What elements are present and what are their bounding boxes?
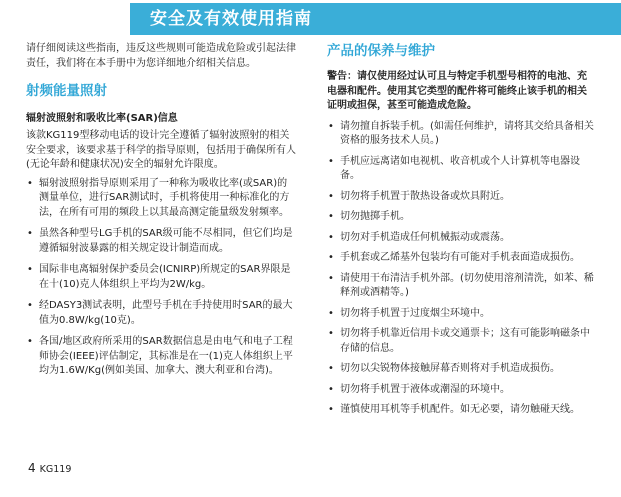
list-item: • 切勿对手机造成任何机械振动或震荡。 — [327, 231, 595, 246]
left-column — [26, 42, 296, 386]
sar-bullet-list — [26, 177, 296, 379]
bullet-icon: • — [328, 231, 334, 243]
bullet-icon: • — [328, 383, 334, 395]
list-item: • 经DASY3测试表明，此型号手机在手持使用时SAR的最大值为0.8W/kg(10克)。 — [27, 300, 293, 326]
bullet-icon: • — [328, 272, 334, 284]
list-item: • 手机套或乙烯基外包装均有可能对手机表面造成损伤。 — [327, 251, 595, 266]
model-name: KG119 — [39, 464, 72, 475]
care-bullet-list — [327, 120, 595, 418]
bullet-icon: • — [27, 228, 33, 239]
section-title-rf-energy: 射频能量照射 — [26, 83, 107, 99]
subsection-title-sar: 辐射波照射和吸收比率(SAR)信息 — [26, 113, 178, 124]
bullet-icon: • — [328, 363, 334, 374]
list-item: • 切勿将手机置于散热设备或炊具附近。 — [327, 190, 595, 205]
bullet-icon: • — [328, 404, 334, 415]
right-column — [327, 42, 595, 424]
list-item: • 切勿抛掷手机。 — [327, 210, 595, 225]
list-item: • 辐射波照射指导原则采用了一种称为吸收比率(或SAR)的测量单位，进行SAR测试时，手机将使用一种标准化的方法，在所有可用的频段上以其最高测定能量级发射频率。 — [27, 177, 290, 218]
list-item: • 手机应远离诸如电视机、收音机或个人计算机等电器设备。 — [328, 155, 580, 181]
list-item: • 虽然各种型号LG手机的SAR级可能不尽相同，但它们均是遵循辐射波暴露的相关规定设计制造而成。 — [27, 228, 293, 254]
bullet-icon: • — [27, 264, 33, 275]
bullet-icon: • — [27, 300, 33, 311]
list-item: • 切勿将手机置于液体或潮湿的环境中。 — [327, 383, 595, 398]
bullet-icon: • — [328, 328, 334, 339]
list-item: • 请勿擅自拆装手机。(如需任何维护，请将其交给具备相关资格的服务技术人员。) — [328, 120, 594, 146]
list-item: • 切勿将手机置于过度烟尘环境中。 — [327, 307, 595, 322]
bullet-icon: • — [328, 190, 334, 202]
warning-paragraph: 警告：请仅使用经过认可且与特定手机型号相符的电池、充电器和配件。使用其它类型的配件将可能终止该手机的相关证明或担保，甚至可能造成危险。 — [327, 71, 587, 111]
section-title-product-care: 产品的保养与维护 — [327, 43, 435, 59]
bullet-icon: • — [328, 307, 334, 319]
bullet-icon: • — [328, 120, 334, 132]
intro-paragraph: 请仔细阅读这些指南，违反这些规则可能造成危险或引起法律责任，我们将在本手册中为您详细地介绍相关信息。 — [26, 43, 296, 69]
list-item: • 各国/地区政府所采用的SAR数据信息是由电气和电子工程师协会(IEEE)评估制定，其标准是在一(1)克人体组织上平均为1.6W/Kg(例如美国、加拿大、澳大利亚和台湾)。 — [27, 336, 293, 376]
bullet-icon: • — [328, 155, 334, 167]
bullet-icon: • — [27, 336, 33, 347]
page-number: 4 — [28, 461, 36, 475]
bullet-icon: • — [27, 177, 33, 189]
list-item: • 请使用干布清洁手机外部。(切勿使用溶剂清洗，如苯、稀释剂或酒精等。) — [328, 272, 594, 298]
list-item: • 切勿将手机靠近信用卡或交通票卡；这有可能影响磁条中存储的信息。 — [328, 328, 590, 354]
list-item: • 国际非电离辐射保护委员会(ICNIRP)所规定的SAR界限是在十(10)克人体组织上平均为2W/kg。 — [27, 264, 291, 290]
list-item: • 切勿以尖锐物体接触屏幕否则将对手机造成损伤。 — [327, 362, 595, 377]
page-title: 安全及有效使用指南 — [150, 9, 312, 29]
bullet-icon: • — [328, 252, 334, 263]
bullet-icon: • — [328, 211, 334, 222]
list-item: • 谨慎使用耳机等手机配件。如无必要，请勿触碰天线。 — [327, 403, 595, 418]
page-footer — [28, 460, 71, 478]
sar-body-paragraph: 该款KG119型移动电话的设计完全遵循了辐射波照射的相关安全要求，该要求基于科学的指导原则，包括用于确保所有人(无论年龄和健康状况)安全的辐射允许限度。 — [26, 130, 296, 170]
